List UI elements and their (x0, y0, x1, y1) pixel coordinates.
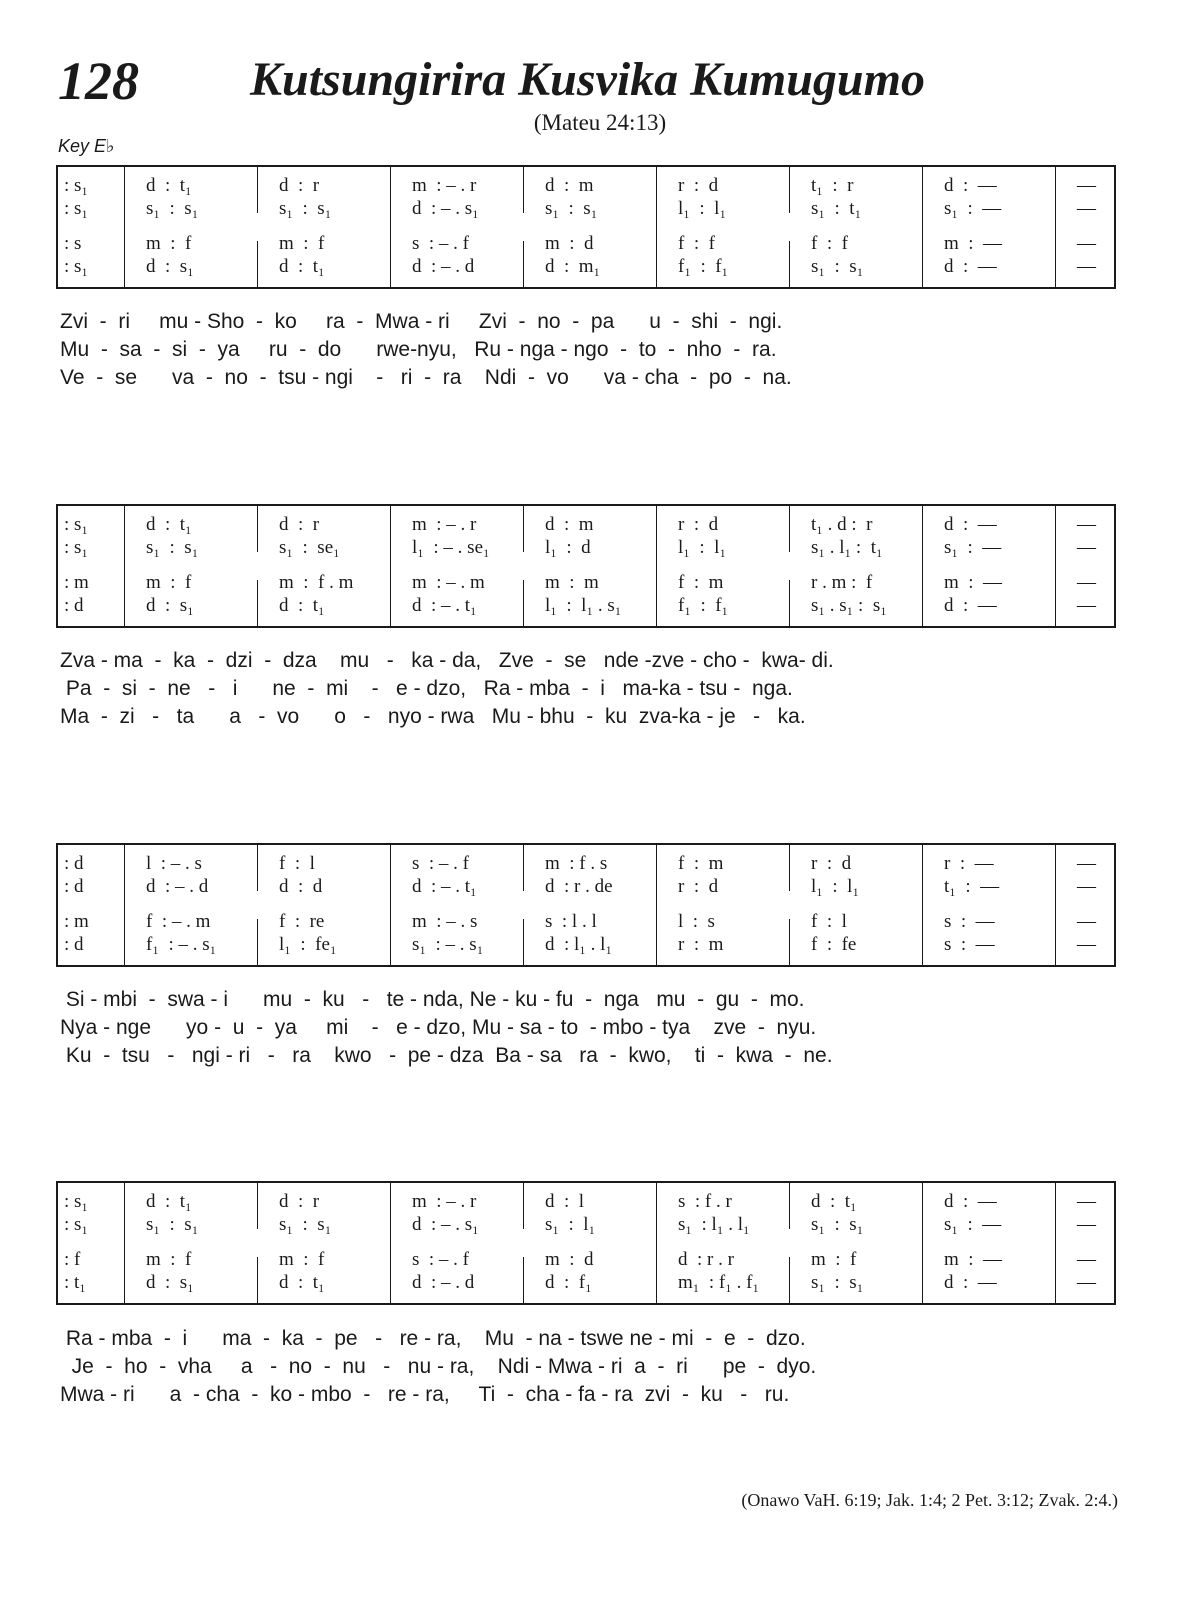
note-cell: r : d (678, 175, 719, 196)
note-cell: — (1077, 514, 1096, 535)
note-cell: : s₁ (64, 514, 89, 535)
note-cell: r : — (944, 853, 994, 874)
note-cell: m : f (146, 1249, 192, 1270)
voice-row-1 (58, 1191, 1114, 1213)
lyric-line-verse-1: Ra - mba - i ma - ka - pe - re - ra, Mu - na - tswe ne - mi - e - dzo. (60, 1327, 806, 1350)
voice-row-3 (58, 911, 1114, 933)
note-cell: s : — (944, 934, 995, 955)
note-cell: m : f . s (545, 853, 608, 874)
note-cell: d : s₁ (146, 256, 194, 277)
note-cell: — (1077, 233, 1096, 254)
note-cell: d : t₁ (279, 1272, 325, 1293)
note-cell: d : – . t₁ (412, 876, 477, 897)
lyric-line-verse-2: Je - ho - vha a - no - nu - nu - ra, Ndi - Mwa - ri a - ri pe - dyo. (60, 1355, 817, 1378)
note-cell: m : — (944, 572, 1003, 593)
note-cell: l₁ : l₁ (678, 537, 727, 558)
note-cell: — (1077, 876, 1096, 897)
note-cell: d : f₁ (545, 1272, 592, 1293)
note-cell: m : f (146, 572, 192, 593)
note-cell: d : r (279, 175, 320, 196)
voice-row-2 (58, 537, 1114, 559)
note-cell: d : — (944, 175, 997, 196)
note-cell: f : l (811, 911, 847, 932)
lyric-line-verse-3: Ma - zi - ta a - vo o - nyo - rwa Mu - bhu - ku zva-ka - je - ka. (60, 705, 806, 728)
note-cell: s₁ : se₁ (279, 537, 340, 558)
note-cell: s₁ : — (944, 198, 1002, 219)
note-cell: r . m : f (811, 572, 873, 593)
note-cell: f : re (279, 911, 325, 932)
note-cell: s : — (944, 911, 995, 932)
voice-row-1 (58, 514, 1114, 536)
note-cell: d : – . d (412, 1272, 475, 1293)
voice-row-3 (58, 233, 1114, 255)
note-cell: m : – . r (412, 175, 477, 196)
note-cell: m : – . s (412, 911, 478, 932)
note-cell: m : f (811, 1249, 857, 1270)
note-cell: m : — (944, 233, 1003, 254)
note-cell: s₁ : s₁ (146, 1214, 199, 1235)
note-cell: d : – . s₁ (412, 1214, 479, 1235)
note-cell: f : m (678, 572, 724, 593)
note-cell: m : – . m (412, 572, 485, 593)
note-cell: d : – . s₁ (412, 198, 479, 219)
note-cell: d : r . r (678, 1249, 734, 1270)
note-cell: : t₁ (64, 1272, 86, 1293)
note-cell: d : s₁ (146, 595, 194, 616)
hymn-title: Kutsungirira Kusvika Kumugumo (250, 53, 925, 106)
note-cell: l₁ : fe₁ (279, 934, 337, 955)
note-cell: m : f (279, 233, 325, 254)
note-cell: s₁ : s₁ (279, 1214, 332, 1235)
note-cell: d : m₁ (545, 256, 601, 277)
note-cell: r : d (811, 853, 852, 874)
note-cell: — (1077, 572, 1096, 593)
hymn-number: 128 (58, 51, 139, 111)
note-cell: r : d (678, 514, 719, 535)
note-cell: : s (64, 233, 82, 254)
lyrics-block-2 (60, 647, 1060, 731)
note-cell: — (1077, 256, 1096, 277)
note-cell: — (1077, 1191, 1096, 1212)
note-cell: s₁ : s₁ (811, 256, 864, 277)
scripture-reference: (Mateu 24:13) (533, 110, 667, 135)
note-cell: s₁ : s₁ (811, 1214, 864, 1235)
note-cell: d : r (279, 514, 320, 535)
note-cell: d : m (545, 514, 594, 535)
note-cell: s₁ : l₁ (545, 1214, 596, 1235)
note-cell: f : f (811, 233, 848, 254)
note-cell: d : s₁ (146, 1272, 194, 1293)
note-cell: l : s (678, 911, 715, 932)
note-cell: d : d (279, 876, 323, 897)
note-cell: m : f . m (279, 572, 354, 593)
note-cell: m₁ : f₁ . f₁ (678, 1272, 760, 1293)
voice-row-2 (58, 876, 1114, 898)
voice-row-3 (58, 572, 1114, 594)
note-cell: : s₁ (64, 175, 89, 196)
note-cell: — (1077, 1214, 1096, 1235)
note-cell: l : – . s (146, 853, 202, 874)
note-cell: d : t₁ (146, 1191, 192, 1212)
note-cell: — (1077, 1249, 1096, 1270)
note-cell: d : — (944, 1191, 997, 1212)
note-cell: m : d (545, 233, 594, 254)
voice-row-2 (58, 1214, 1114, 1236)
note-cell: d : – . d (412, 256, 475, 277)
note-cell: f : f (678, 233, 715, 254)
lyric-line-verse-3: Ku - tsu - ngi - ri - ra kwo - pe - dza Ba - sa ra - kwo, ti - kwa - ne. (60, 1044, 833, 1067)
note-cell: s₁ . s₁ : s₁ (811, 595, 887, 616)
note-cell: : d (64, 595, 84, 616)
note-cell: f : – . m (146, 911, 211, 932)
key-signature: Key E♭ (58, 136, 115, 156)
note-cell: f₁ : f₁ (678, 256, 729, 277)
note-cell: t₁ : — (944, 876, 1000, 897)
note-cell: r : m (678, 934, 724, 955)
score-system-3 (56, 843, 1116, 967)
note-cell: : m (64, 572, 89, 593)
note-cell: s₁ : — (944, 537, 1002, 558)
note-cell: f : l (279, 853, 315, 874)
note-cell: m : f (279, 1249, 325, 1270)
note-cell: f₁ : – . s₁ (146, 934, 217, 955)
note-cell: : s₁ (64, 1191, 89, 1212)
note-cell: m : — (944, 1249, 1003, 1270)
note-cell: d : — (944, 595, 997, 616)
voice-row-4 (58, 934, 1114, 956)
voice-row-1 (58, 853, 1114, 875)
note-cell: d : r (279, 1191, 320, 1212)
note-cell: — (1077, 595, 1096, 616)
voice-row-1 (58, 175, 1114, 197)
note-cell: s₁ . l₁ : t₁ (811, 537, 883, 558)
note-cell: s₁ : s₁ (279, 198, 332, 219)
note-cell: l₁ : – . se₁ (412, 537, 490, 558)
note-cell: : f (64, 1249, 81, 1270)
note-cell: s₁ : s₁ (545, 198, 598, 219)
note-cell: s₁ : s₁ (146, 537, 199, 558)
note-cell: l₁ : l₁ . s₁ (545, 595, 622, 616)
note-cell: l₁ : l₁ (678, 198, 727, 219)
lyric-line-verse-2: Mu - sa - si - ya ru - do rwe-nyu, Ru - nga - ngo - to - nho - ra. (60, 338, 777, 361)
lyrics-block-1 (60, 308, 1060, 392)
score-system-2 (56, 504, 1116, 628)
note-cell: : d (64, 876, 84, 897)
lyric-line-verse-2: Pa - si - ne - i ne - mi - e - dzo, Ra - mba - i ma-ka - tsu - nga. (60, 677, 793, 700)
note-cell: : s₁ (64, 1214, 89, 1235)
note-cell: d : — (944, 1272, 997, 1293)
voice-row-3 (58, 1249, 1114, 1271)
note-cell: s : f . r (678, 1191, 732, 1212)
note-cell: d : t₁ (811, 1191, 857, 1212)
note-cell: s₁ : – . s₁ (412, 934, 484, 955)
note-cell: s : – . f (412, 853, 469, 874)
note-cell: d : — (944, 514, 997, 535)
note-cell: m : m (545, 572, 599, 593)
note-cell: d : t₁ (279, 256, 325, 277)
note-cell: — (1077, 198, 1096, 219)
lyrics-block-3 (60, 986, 1060, 1070)
note-cell: s₁ : s₁ (146, 198, 199, 219)
lyric-line-verse-1: Zvi - ri mu - Sho - ko ra - Mwa - ri Zvi - no - pa u - shi - ngi. (60, 310, 783, 333)
note-cell: d : t₁ (146, 514, 192, 535)
footer-references: (Onawo VaH. 6:19; Jak. 1:4; 2 Pet. 3:12; Zvak. 2:4.) (741, 1490, 1118, 1510)
note-cell: — (1077, 175, 1096, 196)
note-cell: l₁ : l₁ (811, 876, 860, 897)
lyric-line-verse-1: Si - mbi - swa - i mu - ku - te - nda, Ne - ku - fu - nga mu - gu - mo. (60, 988, 805, 1011)
note-cell: : d (64, 853, 84, 874)
voice-row-2 (58, 198, 1114, 220)
note-cell: s : – . f (412, 1249, 469, 1270)
score-system-4 (56, 1181, 1116, 1305)
note-cell: d : t₁ (146, 175, 192, 196)
note-cell: d : – . t₁ (412, 595, 477, 616)
note-cell: — (1077, 537, 1096, 558)
note-cell: d : – . d (146, 876, 209, 897)
note-cell: m : d (545, 1249, 594, 1270)
note-cell: l₁ : d (545, 537, 591, 558)
note-cell: d : m (545, 175, 594, 196)
note-cell: r : d (678, 876, 719, 897)
note-cell: — (1077, 853, 1096, 874)
lyric-line-verse-3: Ve - se va - no - tsu - ngi - ri - ra Ndi - vo va - cha - po - na. (60, 366, 792, 389)
voice-row-4 (58, 595, 1114, 617)
note-cell: : s₁ (64, 198, 89, 219)
note-cell: t₁ : r (811, 175, 854, 196)
note-cell: d : — (944, 256, 997, 277)
note-cell: — (1077, 934, 1096, 955)
note-cell: : s₁ (64, 537, 89, 558)
note-cell: t₁ . d : r (811, 514, 873, 535)
note-cell: : m (64, 911, 89, 932)
note-cell: s₁ : t₁ (811, 198, 862, 219)
note-cell: f : m (678, 853, 724, 874)
note-cell: s : l . l (545, 911, 597, 932)
note-cell: — (1077, 911, 1096, 932)
lyric-line-verse-3: Mwa - ri a - cha - ko - mbo - re - ra, Ti - cha - fa - ra zvi - ku - ru. (60, 1383, 790, 1406)
note-cell: m : f (146, 233, 192, 254)
note-cell: d : l (545, 1191, 585, 1212)
note-cell: d : r . de (545, 876, 613, 897)
note-cell: s₁ : l₁ . l₁ (678, 1214, 750, 1235)
note-cell: f₁ : f₁ (678, 595, 729, 616)
note-cell: d : l₁ . l₁ (545, 934, 613, 955)
lyrics-block-4 (60, 1325, 1060, 1409)
note-cell: d : t₁ (279, 595, 325, 616)
score-system-1 (56, 165, 1116, 289)
note-cell: m : – . r (412, 1191, 477, 1212)
note-cell: s : – . f (412, 233, 469, 254)
note-cell: s₁ : s₁ (811, 1272, 864, 1293)
voice-row-4 (58, 256, 1114, 278)
voice-row-4 (58, 1272, 1114, 1294)
note-cell: : d (64, 934, 84, 955)
lyric-line-verse-2: Nya - nge yo - u - ya mi - e - dzo, Mu - sa - to - mbo - tya zve - nyu. (60, 1016, 817, 1039)
lyric-line-verse-1: Zva - ma - ka - dzi - dza mu - ka - da, Zve - se nde -zve - cho - kwa- di. (60, 649, 834, 672)
note-cell: — (1077, 1272, 1096, 1293)
note-cell: f : fe (811, 934, 857, 955)
note-cell: s₁ : — (944, 1214, 1002, 1235)
note-cell: : s₁ (64, 256, 89, 277)
note-cell: m : – . r (412, 514, 477, 535)
